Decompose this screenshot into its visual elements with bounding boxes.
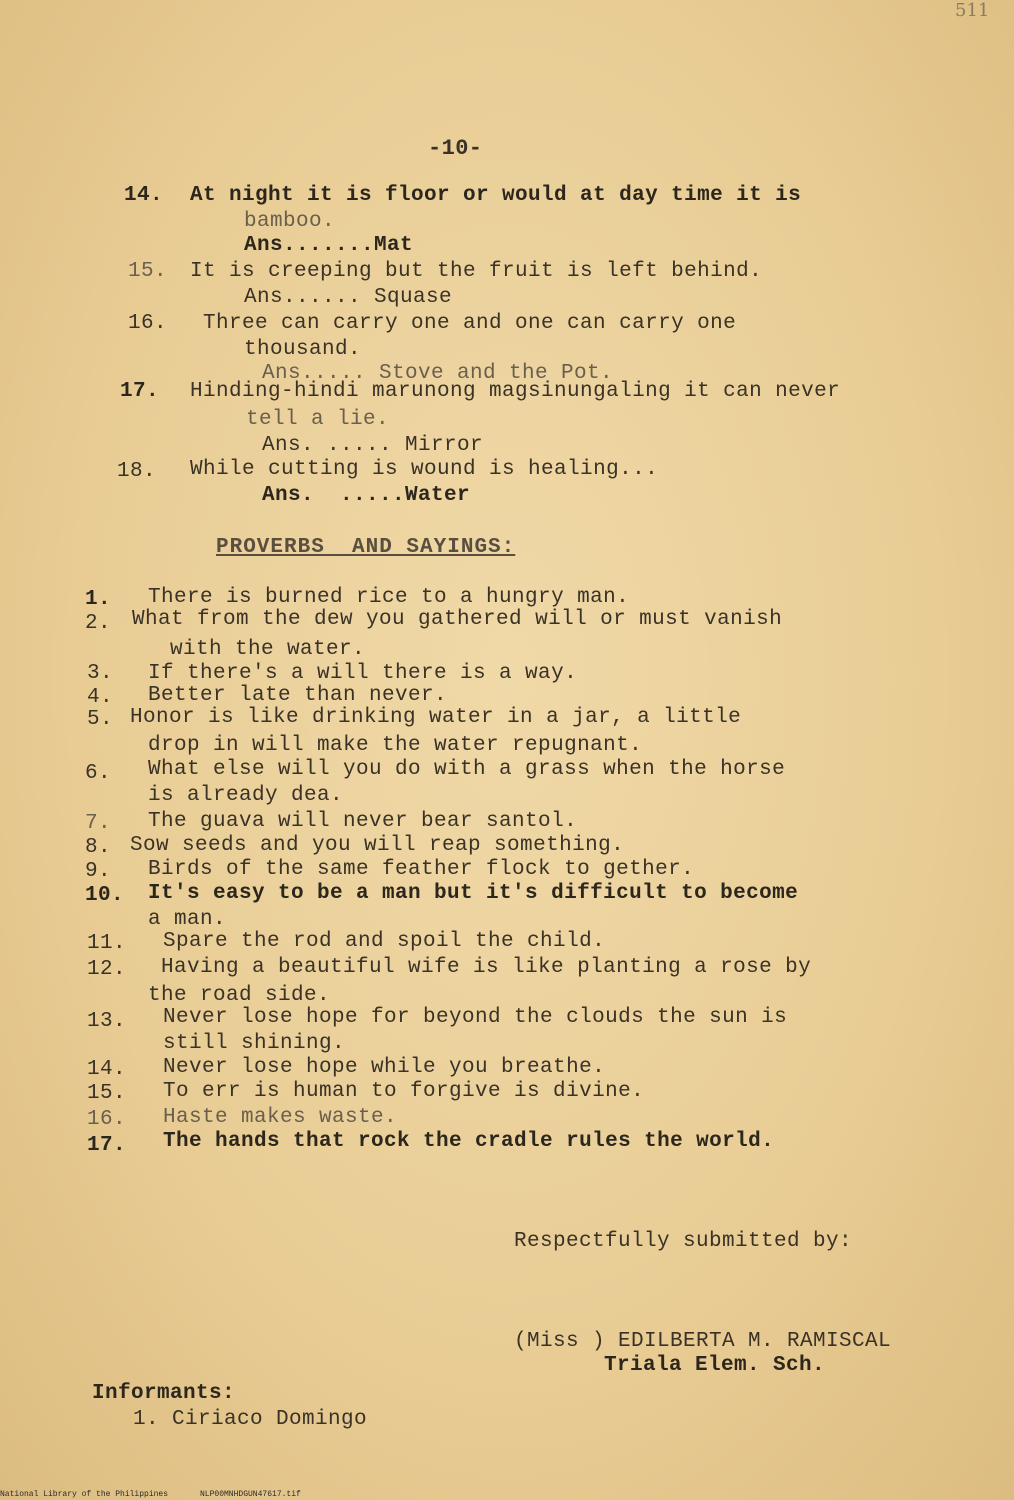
submitted-by: Respectfully submitted by:	[514, 1230, 853, 1253]
proverb-number: 6.	[85, 762, 112, 785]
proverb-number: 9.	[85, 860, 112, 883]
riddle-answer: Ans..... Stove and the Pot.	[262, 362, 614, 385]
proverb-number: 5.	[87, 708, 114, 731]
proverb-text: Haste makes waste.	[163, 1106, 398, 1129]
informants-label: Informants:	[92, 1382, 236, 1405]
riddle-number: 15.	[128, 260, 168, 283]
proverb-number: 8.	[85, 836, 112, 859]
proverb-text: Honor is like drinking water in a jar, a little	[130, 706, 742, 729]
riddle-number: 18.	[117, 460, 157, 483]
riddle-number: 16.	[128, 312, 168, 335]
riddle-answer: Ans...... Squase	[244, 286, 453, 309]
proverb-number: 4.	[87, 686, 114, 709]
proverb-number: 10.	[85, 884, 125, 907]
proverb-text: The hands that rock the cradle rules the world.	[163, 1130, 775, 1153]
proverb-text: with the water.	[170, 638, 366, 661]
proverb-number: 13.	[87, 1010, 127, 1033]
riddle-text: Hinding-hindi marunong magsinungaling it can never	[190, 380, 841, 403]
corner-mark: 511	[955, 0, 990, 21]
proverb-number: 3.	[87, 662, 114, 685]
proverb-number: 1.	[85, 588, 112, 611]
riddle-number: 14.	[124, 184, 164, 207]
proverb-text: Never lose hope for beyond the clouds the sun is	[163, 1006, 788, 1029]
footer-file: NLP00MNHDGUN47617.tif	[200, 1490, 301, 1499]
riddle-answer: Ans. .....Water	[262, 484, 471, 507]
riddle-text: bamboo.	[244, 210, 336, 233]
proverb-number: 14.	[87, 1058, 127, 1081]
proverb-text: Sow seeds and you will reap something.	[130, 834, 625, 857]
proverb-text: Better late than never.	[148, 684, 448, 707]
riddle-text: thousand.	[244, 338, 362, 361]
proverb-text: It's easy to be a man but it's difficult to become	[148, 882, 799, 905]
proverb-number: 12.	[87, 958, 127, 981]
proverb-number: 2.	[85, 612, 112, 635]
proverb-text: What from the dew you gathered will or must vanish	[132, 608, 783, 631]
proverb-number: 15.	[87, 1082, 127, 1105]
proverb-number: 17.	[87, 1134, 127, 1157]
proverb-text: What else will you do with a grass when the horse	[148, 758, 786, 781]
proverb-text: Never lose hope while you breathe.	[163, 1056, 606, 1079]
footer-library: National Library of the Philippines	[0, 1490, 169, 1499]
proverb-text: If there's a will there is a way.	[148, 662, 578, 685]
proverb-text: drop in will make the water repugnant.	[148, 734, 643, 757]
proverb-text: To err is human to forgive is divine.	[163, 1080, 645, 1103]
riddle-text: At night it is floor or would at day time it is	[190, 184, 802, 207]
page-number: -10-	[428, 136, 483, 161]
proverb-number: 7.	[85, 812, 112, 835]
riddle-text: While cutting is wound is healing...	[190, 458, 659, 481]
proverb-text: still shining.	[163, 1032, 346, 1055]
proverb-number: 16.	[87, 1108, 127, 1131]
proverb-text: a man.	[148, 908, 227, 931]
proverb-text: Spare the rod and spoil the child.	[163, 930, 606, 953]
riddle-text: tell a lie.	[246, 408, 390, 431]
proverb-text: Birds of the same feather flock to gether.	[148, 858, 695, 881]
proverb-text: There is burned rice to a hungry man.	[148, 586, 630, 609]
proverb-text: the road side.	[148, 984, 331, 1007]
proverbs-heading: PROVERBS AND SAYINGS:	[216, 536, 516, 559]
author-school: Triala Elem. Sch.	[604, 1354, 826, 1377]
riddle-number: 17.	[120, 380, 160, 403]
informant-item: 1. Ciriaco Domingo	[133, 1408, 368, 1431]
proverb-number: 11.	[87, 932, 127, 955]
proverb-text: is already dea.	[148, 784, 344, 807]
riddle-answer: Ans. ..... Mirror	[262, 434, 484, 457]
riddle-text: It is creeping but the fruit is left behind.	[190, 260, 763, 283]
riddle-answer: Ans.......Mat	[244, 234, 414, 257]
proverb-text: Having a beautiful wife is like planting a rose by	[161, 956, 812, 979]
author-name: (Miss ) EDILBERTA M. RAMISCAL	[514, 1330, 892, 1353]
proverb-text: The guava will never bear santol.	[148, 810, 578, 833]
riddle-text: Three can carry one and one can carry one	[203, 312, 737, 335]
